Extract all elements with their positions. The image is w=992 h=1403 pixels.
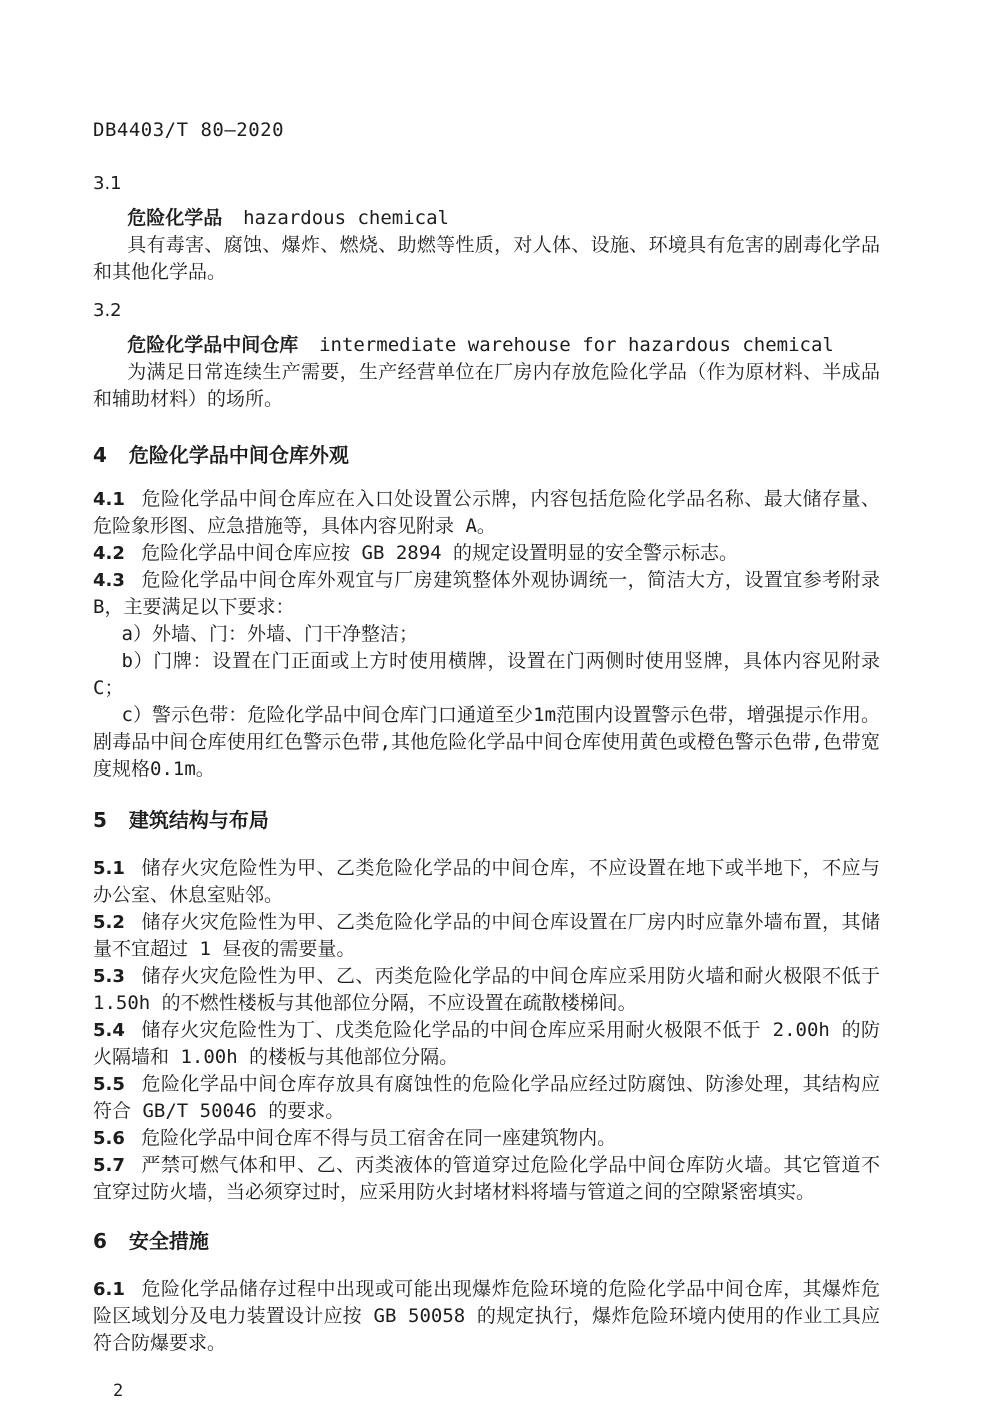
chapter-title: 建筑结构与布局 — [128, 808, 269, 832]
chapter-number: 4 — [93, 443, 107, 467]
chapter-number: 6 — [93, 1229, 107, 1253]
chapter-heading-4 — [93, 442, 880, 469]
chapter-heading-6 — [93, 1228, 880, 1255]
clause-text: 严禁可燃气体和甲、乙、丙类液体的管道穿过危险化学品中间仓库防火墙。其它管道不宜穿过防火墙，当必须穿过时，应采用防火封堵材料将墙与管道之间的空隙紧密填实。 — [93, 1154, 880, 1203]
term-title-zh: 危险化学品 — [127, 207, 223, 229]
clause-text: 危险化学品中间仓库存放具有腐蚀性的危险化学品应经过防腐蚀、防渗处理，其结构应符合 GB/T 50046 的要求。 — [93, 1073, 880, 1122]
chapter-title: 安全措施 — [128, 1229, 209, 1253]
standard-number-header: DB4403/T 80—2020 — [93, 119, 285, 141]
list-item-a: a）外墙、门：外墙、门干净整洁； — [121, 623, 418, 645]
clause-6-1 — [93, 1276, 880, 1357]
term-title-en: hazardous chemical — [243, 207, 449, 229]
chapter-title: 危险化学品中间仓库外观 — [128, 443, 349, 467]
clause-number: 5.3 — [93, 966, 125, 987]
term-title-zh: 危险化学品中间仓库 — [127, 334, 299, 356]
clause-5-3 — [93, 963, 880, 1017]
clause-4-1 — [93, 486, 880, 540]
term-definition: 具有毒害、腐蚀、爆炸、燃烧、助燃等性质，对人体、设施、环境具有危害的剧毒化学品和其他化学品。 — [93, 234, 880, 283]
clause-5-4 — [93, 1017, 880, 1071]
term-number-3-2: 3.2 — [93, 300, 122, 321]
clause-5-5 — [93, 1071, 880, 1125]
chapter-number: 5 — [93, 808, 107, 832]
clause-number: 5.5 — [93, 1074, 125, 1095]
clause-text: 储存火灾危险性为甲、乙、丙类危险化学品的中间仓库应采用防火墙和耐火极限不低于 1.50h 的不燃性楼板与其他部位分隔，不应设置在疏散楼梯间。 — [93, 965, 880, 1014]
page-number: 2 — [113, 1381, 124, 1401]
list-item-b: b）门牌：设置在门正面或上方时使用横牌，设置在门两侧时使用竖牌，具体内容见附录 C； — [93, 650, 880, 699]
term-title-en: intermediate warehouse for hazardous chemical — [319, 334, 834, 356]
clause-number: 5.4 — [93, 1020, 125, 1041]
clause-number: 5.7 — [93, 1155, 125, 1176]
clause-number: 5.6 — [93, 1128, 125, 1149]
clause-text: 危险化学品中间仓库应按 GB 2894 的规定设置明显的安全警示标志。 — [141, 542, 739, 564]
clause-text: 危险化学品储存过程中出现或可能出现爆炸危险环境的危险化学品中间仓库，其爆炸危险区域划分及电力装置设计应按 GB 50058 的规定执行，爆炸危险环境内使用的作业工具应符合防爆要求。 — [93, 1278, 880, 1354]
clause-5-7 — [93, 1152, 880, 1206]
clause-number: 5.2 — [93, 912, 125, 933]
clause-number: 5.1 — [93, 858, 125, 879]
clause-text: 储存火灾危险性为甲、乙类危险化学品的中间仓库设置在厂房内时应靠外墙布置，其储量不宜超过 1 昼夜的需要量。 — [93, 911, 880, 960]
clause-text: 危险化学品中间仓库应在入口处设置公示牌，内容包括危险化学品名称、最大储存量、危险象形图、应急措施等，具体内容见附录 A。 — [93, 488, 880, 537]
term-number-3-1: 3.1 — [93, 173, 122, 194]
clause-4-2 — [93, 540, 880, 567]
term-heading-3-2 — [93, 332, 880, 359]
term-heading-3-1 — [93, 205, 880, 232]
page-content — [93, 120, 880, 1403]
chapter-heading-5 — [93, 807, 880, 834]
clause-text: 危险化学品中间仓库外观宜与厂房建筑整体外观协调统一，简洁大方，设置宜参考附录 B，主要满足以下要求： — [93, 569, 880, 618]
clause-text: 危险化学品中间仓库不得与员工宿舍在同一座建筑物内。 — [141, 1127, 617, 1149]
clause-number: 4.3 — [93, 570, 125, 591]
clause-4-3 — [93, 567, 880, 621]
clause-number: 4.1 — [93, 489, 125, 510]
clause-5-1 — [93, 855, 880, 909]
clause-number: 4.2 — [93, 543, 125, 564]
term-definition: 为满足日常连续生产需要，生产经营单位在厂房内存放危险化学品（作为原材料、半成品和辅助材料）的场所。 — [93, 361, 880, 410]
clause-text: 储存火灾危险性为丁、戊类危险化学品的中间仓库应采用耐火极限不低于 2.00h 的防火隔墙和 1.00h 的楼板与其他部位分隔。 — [93, 1019, 880, 1068]
clause-5-2 — [93, 909, 880, 963]
clause-text: 储存火灾危险性为甲、乙类危险化学品的中间仓库，不应设置在地下或半地下，不应与办公室、休息室贴邻。 — [93, 857, 880, 906]
list-item-c: c）警示色带：危险化学品中间仓库门口通道至少1m范围内设置警示色带，增强提示作用。剧毒品中间仓库使用红色警示色带,其他危险化学品中间仓库使用黄色或橙色警示色带,色带宽度规格0.1m。 — [93, 704, 880, 780]
clause-number: 6.1 — [93, 1279, 125, 1300]
clause-5-6 — [93, 1125, 880, 1152]
